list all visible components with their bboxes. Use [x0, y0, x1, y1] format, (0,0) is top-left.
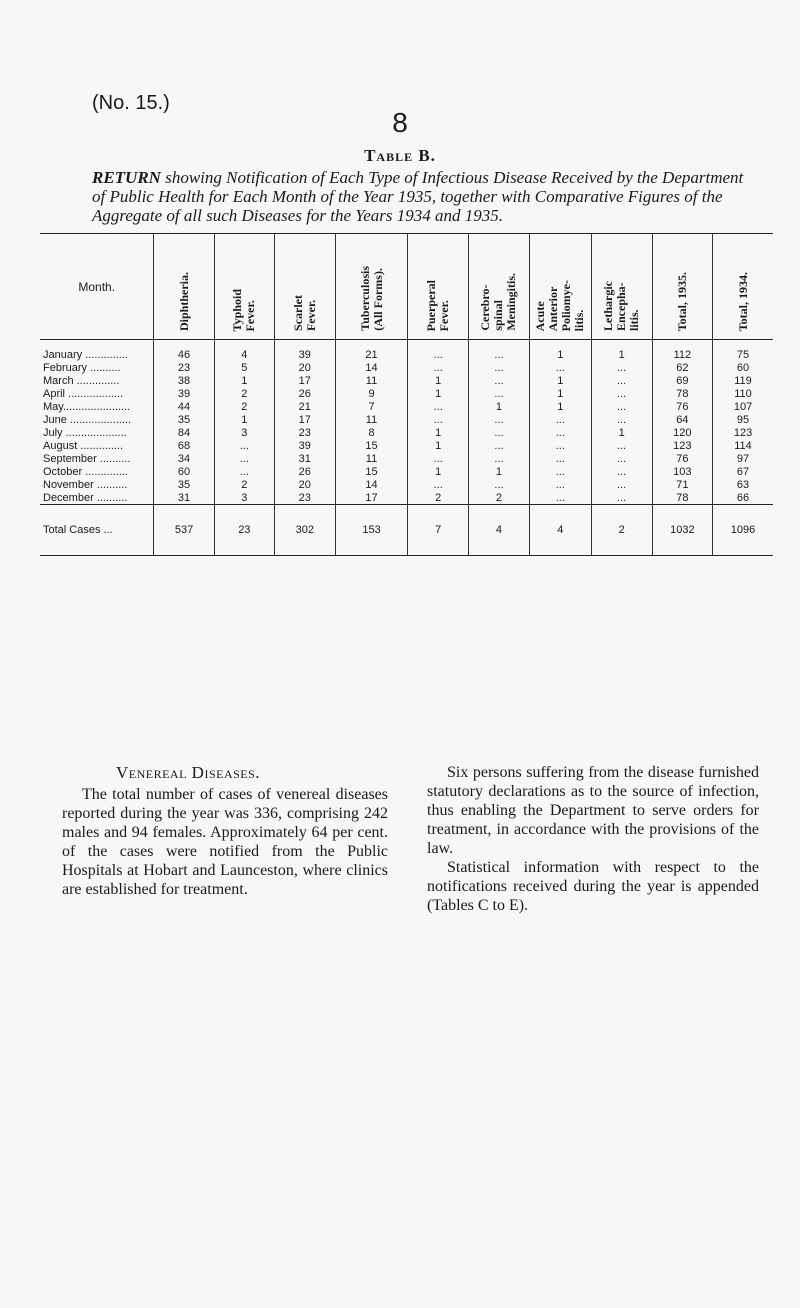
- month-cell: February ..........: [43, 361, 121, 374]
- table-cell: ...: [591, 478, 652, 491]
- table-cell: 3: [214, 491, 274, 505]
- table-cell: ...: [530, 478, 592, 491]
- table-cell: ...: [468, 439, 529, 452]
- table-cell: 123: [652, 439, 712, 452]
- total-cell: 7: [408, 505, 468, 556]
- table-cell: 17: [275, 413, 335, 426]
- table-cell: 5: [214, 361, 274, 374]
- table-cell: 1: [408, 439, 468, 452]
- table-cell: ...: [214, 439, 274, 452]
- table-row: [40, 452, 773, 465]
- table-cell: 4: [214, 340, 274, 362]
- table-cell: 1: [408, 374, 468, 387]
- table-cell: ...: [468, 387, 529, 400]
- column-header: Acute Anterior Poliomye- litis.: [530, 234, 592, 340]
- table-cell: 20: [275, 478, 335, 491]
- table-cell: 39: [275, 439, 335, 452]
- table-caption: [92, 168, 754, 225]
- month-column-header: Month.: [40, 234, 154, 340]
- table-cell: 66: [713, 491, 773, 505]
- table-cell: 20: [275, 361, 335, 374]
- column-header: Diphtheria.: [154, 234, 214, 340]
- paragraph-text: Statistical information with respect to the notifications received during the year is appended (Tables C to E).: [427, 859, 759, 914]
- table-cell: ...: [591, 439, 652, 452]
- month-cell: July ....................: [43, 426, 127, 439]
- right-column-text: [427, 763, 759, 915]
- table-cell: 11: [335, 413, 408, 426]
- month-cell: October ..............: [43, 465, 128, 478]
- table-cell: 38: [154, 374, 214, 387]
- table-cell: ...: [530, 465, 592, 478]
- table-cell: ...: [408, 361, 468, 374]
- table-cell: 1: [591, 426, 652, 439]
- table-cell: 1: [591, 340, 652, 362]
- table-cell: 44: [154, 400, 214, 413]
- table-cell: 8: [335, 426, 408, 439]
- table-cell: 64: [652, 413, 712, 426]
- table-cell: ...: [591, 491, 652, 505]
- totals-label: Total Cases ...: [40, 505, 154, 556]
- table-cell: 60: [154, 465, 214, 478]
- month-cell: April ..................: [43, 387, 124, 400]
- table-row: [40, 340, 773, 362]
- table-cell: 1: [530, 340, 592, 362]
- table-cell: ...: [530, 439, 592, 452]
- total-cell: 4: [530, 505, 592, 556]
- table-cell: ...: [468, 478, 529, 491]
- table-cell: 35: [154, 413, 214, 426]
- table-cell: ...: [591, 452, 652, 465]
- table-cell: 78: [652, 387, 712, 400]
- column-header: Cerebro- spinal Meningitis.: [468, 234, 529, 340]
- table-cell: 39: [154, 387, 214, 400]
- table-cell: 112: [652, 340, 712, 362]
- total-cell: 153: [335, 505, 408, 556]
- table-cell: 34: [154, 452, 214, 465]
- table-cell: ...: [214, 452, 274, 465]
- total-cell: 537: [154, 505, 214, 556]
- table-cell: 1: [468, 465, 529, 478]
- table-row: [40, 361, 773, 374]
- table-cell: 21: [335, 340, 408, 362]
- table-row: [40, 491, 773, 505]
- month-cell: June ....................: [43, 413, 132, 426]
- venereal-paragraph: [62, 785, 388, 899]
- table-cell: 35: [154, 478, 214, 491]
- table-cell: 68: [154, 439, 214, 452]
- table-cell: 2: [408, 491, 468, 505]
- table-cell: 17: [275, 374, 335, 387]
- table-cell: ...: [408, 413, 468, 426]
- table-header-row: [40, 234, 773, 340]
- month-cell: December ..........: [43, 491, 128, 504]
- table-row: [40, 413, 773, 426]
- table-cell: ...: [468, 426, 529, 439]
- venereal-diseases-heading: Venereal Diseases.: [116, 763, 261, 782]
- table-cell: 76: [652, 452, 712, 465]
- total-cell: 1032: [652, 505, 712, 556]
- table-cell: 46: [154, 340, 214, 362]
- table-cell: ...: [468, 340, 529, 362]
- total-cell: 4: [468, 505, 529, 556]
- table-cell: ...: [530, 452, 592, 465]
- table-cell: 60: [713, 361, 773, 374]
- table-cell: ...: [530, 413, 592, 426]
- table-cell: 114: [713, 439, 773, 452]
- table-cell: ...: [468, 413, 529, 426]
- paragraph-text: The total number of cases of venereal diseases reported during the year was 336, comprising 242 males and 94 females. Approximately 64 per cent. of the cases were notified from the Public Hospitals at Hobart and Launceston, where clinics are established for treatment.: [62, 786, 388, 898]
- table-cell: 15: [335, 439, 408, 452]
- table-cell: 23: [275, 426, 335, 439]
- table-cell: 62: [652, 361, 712, 374]
- column-header: Puerperal Fever.: [408, 234, 468, 340]
- table-cell: 23: [275, 491, 335, 505]
- table-cell: 21: [275, 400, 335, 413]
- table-cell: ...: [591, 400, 652, 413]
- table-cell: 2: [468, 491, 529, 505]
- table-cell: 1: [214, 413, 274, 426]
- table-cell: ...: [214, 465, 274, 478]
- table-cell: ...: [530, 361, 592, 374]
- total-cell: 2: [591, 505, 652, 556]
- table-cell: 119: [713, 374, 773, 387]
- notifications-table: [40, 233, 773, 556]
- table-cell: 2: [214, 400, 274, 413]
- table-cell: 14: [335, 361, 408, 374]
- table-cell: 15: [335, 465, 408, 478]
- table-cell: 71: [652, 478, 712, 491]
- table-cell: 1: [468, 400, 529, 413]
- table-cell: ...: [591, 465, 652, 478]
- table-cell: ...: [591, 387, 652, 400]
- table-cell: 69: [652, 374, 712, 387]
- table-cell: 2: [214, 387, 274, 400]
- table-cell: ...: [591, 361, 652, 374]
- table-cell: 1: [408, 465, 468, 478]
- table-cell: 1: [408, 426, 468, 439]
- total-cell: 1096: [713, 505, 773, 556]
- table-cell: ...: [408, 340, 468, 362]
- month-cell: August ..............: [43, 439, 124, 452]
- month-cell: March ..............: [43, 374, 120, 387]
- table-cell: 103: [652, 465, 712, 478]
- table-cell: 26: [275, 465, 335, 478]
- totals-row: [40, 505, 773, 556]
- page-number: 8: [392, 107, 408, 138]
- table-cell: 1: [530, 387, 592, 400]
- paragraph-text: Six persons suffering from the disease furnished statutory declarations as to the source of infection, thus enabling the Department to serve orders for treatment, in accordance with the provisions of the law.: [427, 764, 759, 857]
- total-cell: 302: [275, 505, 335, 556]
- table-cell: 14: [335, 478, 408, 491]
- table-cell: ...: [468, 374, 529, 387]
- caption-lead: RETURN: [92, 168, 161, 187]
- table-cell: ...: [591, 413, 652, 426]
- table-row: [40, 400, 773, 413]
- month-cell: November ..........: [43, 478, 128, 491]
- table-cell: 23: [154, 361, 214, 374]
- table-row: [40, 478, 773, 491]
- table-row: [40, 387, 773, 400]
- table-cell: 67: [713, 465, 773, 478]
- column-header: Scarlet Fever.: [275, 234, 335, 340]
- column-header: Total, 1934.: [713, 234, 773, 340]
- table-cell: ...: [468, 452, 529, 465]
- table-cell: 11: [335, 452, 408, 465]
- column-header: Tuberculosis (All Forms).: [335, 234, 408, 340]
- table-cell: ...: [408, 452, 468, 465]
- table-cell: 31: [154, 491, 214, 505]
- table-cell: 63: [713, 478, 773, 491]
- table-cell: 39: [275, 340, 335, 362]
- total-cell: 23: [214, 505, 274, 556]
- table-cell: 75: [713, 340, 773, 362]
- table-cell: 107: [713, 400, 773, 413]
- month-cell: September ..........: [43, 452, 131, 465]
- table-cell: 11: [335, 374, 408, 387]
- table-cell: 1: [408, 387, 468, 400]
- table-cell: 123: [713, 426, 773, 439]
- table-cell: ...: [591, 374, 652, 387]
- table-cell: 95: [713, 413, 773, 426]
- table-cell: 9: [335, 387, 408, 400]
- table-row: [40, 374, 773, 387]
- table-cell: 1: [530, 374, 592, 387]
- table-cell: 31: [275, 452, 335, 465]
- table-cell: 97: [713, 452, 773, 465]
- column-header: Total, 1935.: [652, 234, 712, 340]
- table-cell: ...: [408, 478, 468, 491]
- column-header: Lethargic Encepha- litis.: [591, 234, 652, 340]
- table-row: [40, 439, 773, 452]
- table-cell: 17: [335, 491, 408, 505]
- table-title: Table B.: [364, 146, 436, 165]
- table-cell: 2: [214, 478, 274, 491]
- table-cell: ...: [408, 400, 468, 413]
- table-cell: ...: [468, 361, 529, 374]
- table-cell: 120: [652, 426, 712, 439]
- table-row: [40, 465, 773, 478]
- table-cell: 1: [530, 400, 592, 413]
- table-cell: ...: [530, 426, 592, 439]
- month-cell: January ..............: [43, 348, 128, 361]
- table-cell: 110: [713, 387, 773, 400]
- document-number: (No. 15.): [92, 92, 170, 114]
- table-cell: 78: [652, 491, 712, 505]
- table-cell: 76: [652, 400, 712, 413]
- table-row: [40, 426, 773, 439]
- month-cell: May......................: [43, 400, 131, 413]
- table-cell: ...: [530, 491, 592, 505]
- column-header: Typhoid Fever.: [214, 234, 274, 340]
- table-cell: 7: [335, 400, 408, 413]
- table-cell: 84: [154, 426, 214, 439]
- table-cell: 26: [275, 387, 335, 400]
- caption-text: showing Notification of Each Type of Infectious Disease Received by the Department of Public Health for Each Month of the Year 1935, together with Comparative Figures of the Aggregate of all such Diseases for the Years 1934 and 1935.: [92, 168, 744, 225]
- table-cell: 3: [214, 426, 274, 439]
- table-cell: 1: [214, 374, 274, 387]
